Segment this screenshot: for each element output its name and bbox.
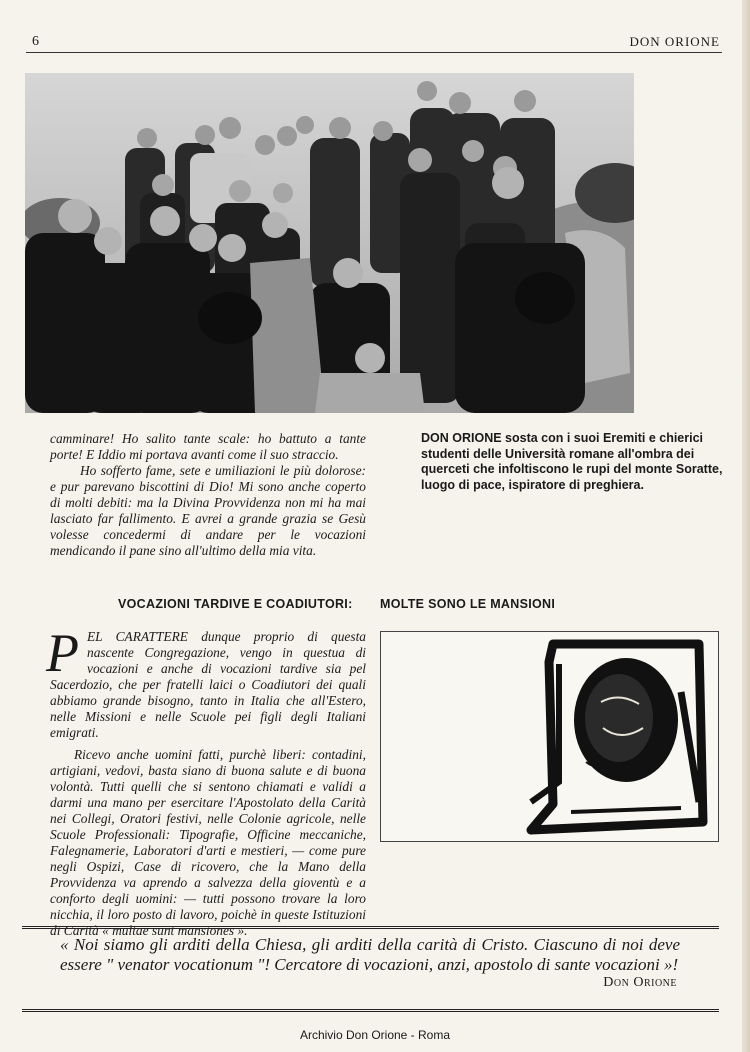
quote-signature: Don Orione	[603, 975, 677, 990]
intro-paragraph-2: Ho sofferto fame, sete e umiliazioni le più dolorose: e pur parevano biscottini di Dio! Mi sono anche coperto di molti debiti: ma la Divina Provvidenza non mi ha mai lasciato far fallimento. E avrei a grande grazia se Gesù volesse concedermi di andare per le vocazioni mendicando il pane sino all'ultimo della mia vita.	[50, 463, 366, 558]
page-edge	[742, 0, 750, 1052]
page-number: 6	[32, 34, 39, 49]
caption-lead: DON ORIONE	[421, 431, 502, 445]
portrait-sketch-illustration	[381, 632, 718, 841]
section-heading-right: MOLTE SONO LE MANSIONI	[380, 597, 556, 611]
running-title: DON ORIONE	[629, 34, 720, 49]
illustration-frame	[380, 631, 719, 842]
photo-image	[25, 73, 634, 413]
drop-cap: P	[46, 623, 79, 683]
page-header	[26, 34, 722, 53]
caption-text: sosta con i suoi Eremiti e chierici studenti delle Università romane all'ombra dei querceti che infoltiscono le rupi del monte Soratte, luogo di pace, ispiratore di preghiera.	[421, 431, 723, 492]
photo-caption	[421, 431, 723, 493]
section-heading-left: VOCAZIONI TARDIVE E COADIUTORI:	[118, 597, 353, 611]
archive-footer: Archivio Don Orione - Roma	[299, 1028, 451, 1042]
quote-text: « Noi siamo gli arditi della Chiesa, gli arditi della carità di Cristo. Ciascuno di noi deve essere " venator vocationum "! Cercatore di vocazioni, anzi, apostolo di sante vocazioni »!	[60, 935, 680, 974]
body-paragraph-2: Ricevo anche uomini fatti, purchè liberi: contadini, artigiani, vedovi, basta siano di buona salute e di buona volontà. Tutti quelli che si sentono chiamati e validi a darmi una mano per esercitare l'Apostolato della Carità nei Collegi, Oratori festivi, nelle Colonie agricole, nelle Scuole Professionali: Tipografie, Officine meccaniche, Falegnamerie, Laboratori d'arti e mestieri, — come pure negli Ospizi, Case di ricovero, che la Mano della Provvidenza va aprendo a salvezza della gioventù e a conforto degli uomini: — tutti possono trovare la loro nicchia, il loro posto di lavoro, poichè in queste Istituzioni di Carità « multae sunt mansiones ».	[50, 747, 366, 938]
intro-column	[50, 431, 366, 559]
group-photograph	[25, 73, 634, 413]
body-paragraph-1-text: dunque proprio di questa nascente Congregazione, vengo in questua di vocazioni e anche di vocazioni tardive sia pel Sacerdozio, che per fratelli laici o Coadiutori dei quali abbiamo grande bisogno, tanto in Italia che all'Estero, nelle Missioni e nelle Scuole pei figli degli Italiani emigrati.	[50, 629, 367, 740]
intro-paragraph-1: camminare! Ho salito tante scale: ho battuto a tante porte! E Iddio mi portava avanti come il suo straccio.	[50, 431, 366, 462]
body-paragraph-1	[46, 623, 367, 741]
body-lead-caps: EL CARATTERE	[87, 629, 188, 644]
quote-box	[22, 926, 719, 1012]
body-column	[46, 623, 367, 939]
